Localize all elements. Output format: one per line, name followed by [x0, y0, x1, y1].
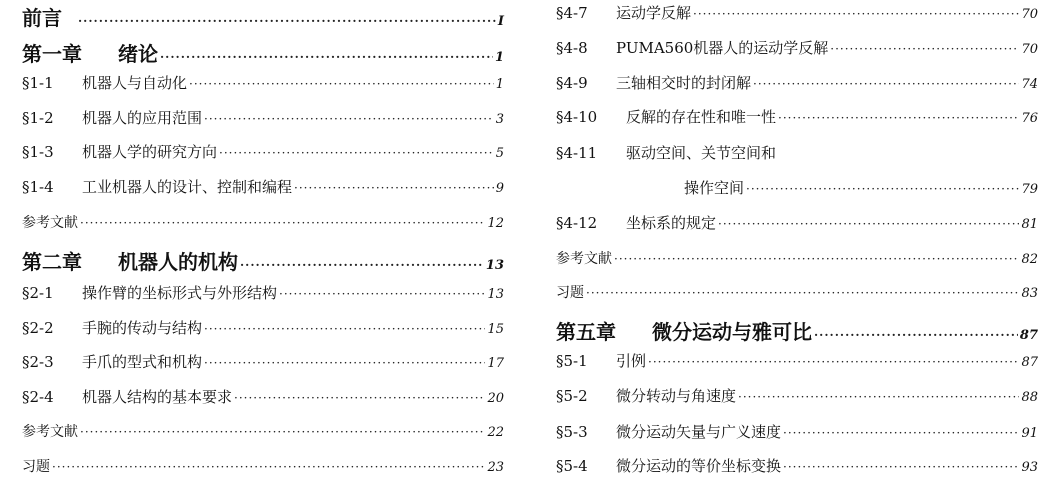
- toc-section-entry: [22, 282, 504, 312]
- toc-leader-dots: [204, 322, 485, 336]
- toc-entry-title: 机器人学的研究方向: [82, 143, 218, 161]
- toc-leader-dots: [279, 287, 485, 301]
- toc-entry-title: 微分运动的等价坐标变换: [616, 457, 782, 475]
- toc-entry-number: §5-2: [556, 387, 588, 405]
- toc-page-number: 23: [487, 460, 504, 475]
- toc-entry-number: 第一章: [22, 42, 82, 66]
- toc-section-entry: [22, 176, 504, 206]
- toc-page-number: 93: [1021, 460, 1038, 475]
- toc-entry-title: 坐标系的规定: [626, 214, 717, 232]
- toc-entry-number: 第五章: [556, 320, 616, 344]
- toc-leader-dots: [52, 460, 485, 474]
- toc-entry-title: 微分转动与角速度: [616, 387, 737, 405]
- toc-leader-dots: [718, 217, 1019, 231]
- toc-section-entry: [556, 385, 1038, 415]
- toc-page-number: 76: [1021, 111, 1038, 126]
- toc-page-number: 15: [487, 322, 504, 337]
- toc-entry-number: §4-9: [556, 74, 588, 92]
- toc-leader-dots: [783, 426, 1019, 440]
- toc-entry-title: 反解的存在性和唯一性: [626, 108, 777, 126]
- toc-entry-number: §2-2: [22, 319, 54, 337]
- toc-misc-entry: [22, 421, 504, 451]
- toc-entry-title: 操作空间: [684, 179, 745, 197]
- toc-entry-title: 操作臂的坐标形式与外形结构: [82, 284, 278, 302]
- toc-entry-title: 机器人与自动化: [82, 74, 188, 92]
- toc-section-entry: [22, 351, 504, 381]
- toc-misc-entry: [22, 212, 504, 242]
- toc-entry-number: §5-1: [556, 352, 588, 370]
- toc-leader-dots: [586, 286, 1019, 300]
- toc-entry-title: 手腕的传动与结构: [82, 319, 203, 337]
- toc-entry-number: §2-3: [22, 353, 54, 371]
- toc-leader-dots: [614, 252, 1019, 266]
- toc-section-entry: [556, 455, 1038, 485]
- toc-page-number: 74: [1021, 77, 1038, 92]
- toc-entry-number: §1-1: [22, 74, 54, 92]
- toc-entry-title: 工业机器人的设计、控制和编程: [82, 178, 293, 196]
- toc-entry-number: §5-4: [556, 457, 588, 475]
- toc-leader-dots: [219, 146, 494, 160]
- toc-page-number: I: [497, 14, 504, 29]
- toc-page-number: 17: [487, 356, 504, 371]
- toc-page-number: 13: [487, 287, 504, 302]
- toc-page-number: 13: [485, 258, 504, 273]
- toc-page-number: 91: [1021, 426, 1038, 441]
- toc-entry-number: §4-11: [556, 144, 598, 162]
- toc-section-entry: [22, 72, 504, 102]
- toc-entry-number: §2-1: [22, 284, 54, 302]
- toc-leader-dots: [160, 50, 493, 64]
- toc-entry-title: PUMA560机器人的运动学反解: [616, 39, 829, 57]
- toc-entry-title: 引例: [616, 352, 647, 370]
- toc-chapter-entry: [22, 38, 504, 68]
- toc-leader-dots: [240, 258, 484, 272]
- toc-leader-dots: [693, 7, 1019, 21]
- toc-leader-dots: [78, 14, 496, 28]
- toc-entry-number: §1-2: [22, 109, 54, 127]
- toc-leader-dots: [294, 181, 494, 195]
- toc-page-number: 12: [487, 216, 504, 231]
- toc-entry-number: §1-4: [22, 178, 54, 196]
- toc-section-entry: [22, 386, 504, 416]
- toc-page-number: 3: [495, 112, 504, 127]
- toc-entry-number: §4-8: [556, 39, 588, 57]
- toc-entry-number: §1-3: [22, 143, 54, 161]
- toc-section-entry: [556, 37, 1038, 67]
- toc-chapter-entry: [22, 2, 504, 32]
- toc-leader-dots: [783, 460, 1019, 474]
- toc-entry-title: 机器人的应用范围: [82, 109, 203, 127]
- toc-section-entry: [22, 107, 504, 137]
- toc-leader-dots: [648, 355, 1019, 369]
- toc-misc-entry: [22, 456, 504, 486]
- toc-page-number: 82: [1021, 252, 1038, 267]
- toc-entry-title: 三轴相交时的封闭解: [616, 74, 752, 92]
- toc-misc-entry: [556, 282, 1038, 312]
- toc-leader-dots: [234, 391, 485, 405]
- toc-section-entry: [556, 2, 1038, 32]
- toc-page-number: 81: [1021, 217, 1038, 232]
- toc-entry-title: 运动学反解: [616, 4, 692, 22]
- toc-entry-number: 第二章: [22, 250, 82, 274]
- toc-entry-number: §4-10: [556, 108, 598, 126]
- toc-section-entry: [556, 142, 1038, 172]
- toc-leader-dots: [814, 328, 1018, 342]
- toc-page-number: 88: [1021, 390, 1038, 405]
- toc-page-number: 70: [1021, 42, 1038, 57]
- toc-entry-title: 驱动空间、关节空间和: [626, 144, 777, 162]
- toc-page-number: 79: [1021, 182, 1038, 197]
- toc-page-number: 87: [1021, 355, 1038, 370]
- toc-entry-title: 习题: [22, 459, 50, 475]
- toc-page-number: 1: [494, 50, 504, 65]
- toc-entry-title: 参考文献: [556, 251, 612, 267]
- toc-leader-dots: [738, 390, 1019, 404]
- toc-leader-dots: [189, 77, 494, 91]
- toc-entry-title: 习题: [556, 285, 584, 301]
- toc-entry-title: 绪论: [118, 42, 158, 66]
- toc-page-number: 70: [1021, 7, 1038, 22]
- toc-section-entry: [556, 421, 1038, 451]
- toc-entry-title: 微分运动与雅可比: [652, 320, 812, 344]
- toc-section-entry: [556, 212, 1038, 242]
- toc-leader-dots: [778, 111, 1019, 125]
- toc-page-number: 5: [495, 146, 504, 161]
- toc-chapter-entry: [22, 246, 504, 276]
- toc-leader-dots: [830, 42, 1019, 56]
- toc-section-entry: [556, 106, 1038, 136]
- toc-page-number: 83: [1021, 286, 1038, 301]
- toc-entry-number: §2-4: [22, 388, 54, 406]
- toc-entry-title: 参考文献: [22, 424, 78, 440]
- toc-chapter-entry: [556, 316, 1038, 346]
- toc-section-entry: [556, 350, 1038, 380]
- toc-leader-dots: [80, 425, 485, 439]
- toc-leader-dots: [746, 182, 1019, 196]
- toc-entry-number: §4-12: [556, 214, 598, 232]
- toc-section-entry: [556, 177, 1038, 207]
- toc-entry-title: 机器人结构的基本要求: [82, 388, 233, 406]
- toc-entry-title: 参考文献: [22, 215, 78, 231]
- toc-page-number: 9: [495, 181, 504, 196]
- toc-page-number: 20: [487, 391, 504, 406]
- toc-leader-dots: [204, 356, 485, 370]
- toc-page-number: 1: [495, 77, 504, 92]
- toc-leader-dots: [753, 77, 1019, 91]
- toc-entry-number: §4-7: [556, 4, 588, 22]
- toc-leader-dots: [80, 216, 485, 230]
- toc-page-number: 87: [1019, 328, 1038, 343]
- toc-section-entry: [22, 141, 504, 171]
- toc-leader-dots: [204, 112, 494, 126]
- toc-entry-number: §5-3: [556, 423, 588, 441]
- toc-entry-title: 微分运动矢量与广义速度: [616, 423, 782, 441]
- toc-section-entry: [22, 317, 504, 347]
- toc-entry-title: 手爪的型式和机构: [82, 353, 203, 371]
- toc-page-number: 22: [487, 425, 504, 440]
- toc-entry-title: 机器人的机构: [118, 250, 238, 274]
- toc-misc-entry: [556, 248, 1038, 278]
- toc-section-entry: [556, 72, 1038, 102]
- toc-entry-title: 前言: [22, 6, 62, 30]
